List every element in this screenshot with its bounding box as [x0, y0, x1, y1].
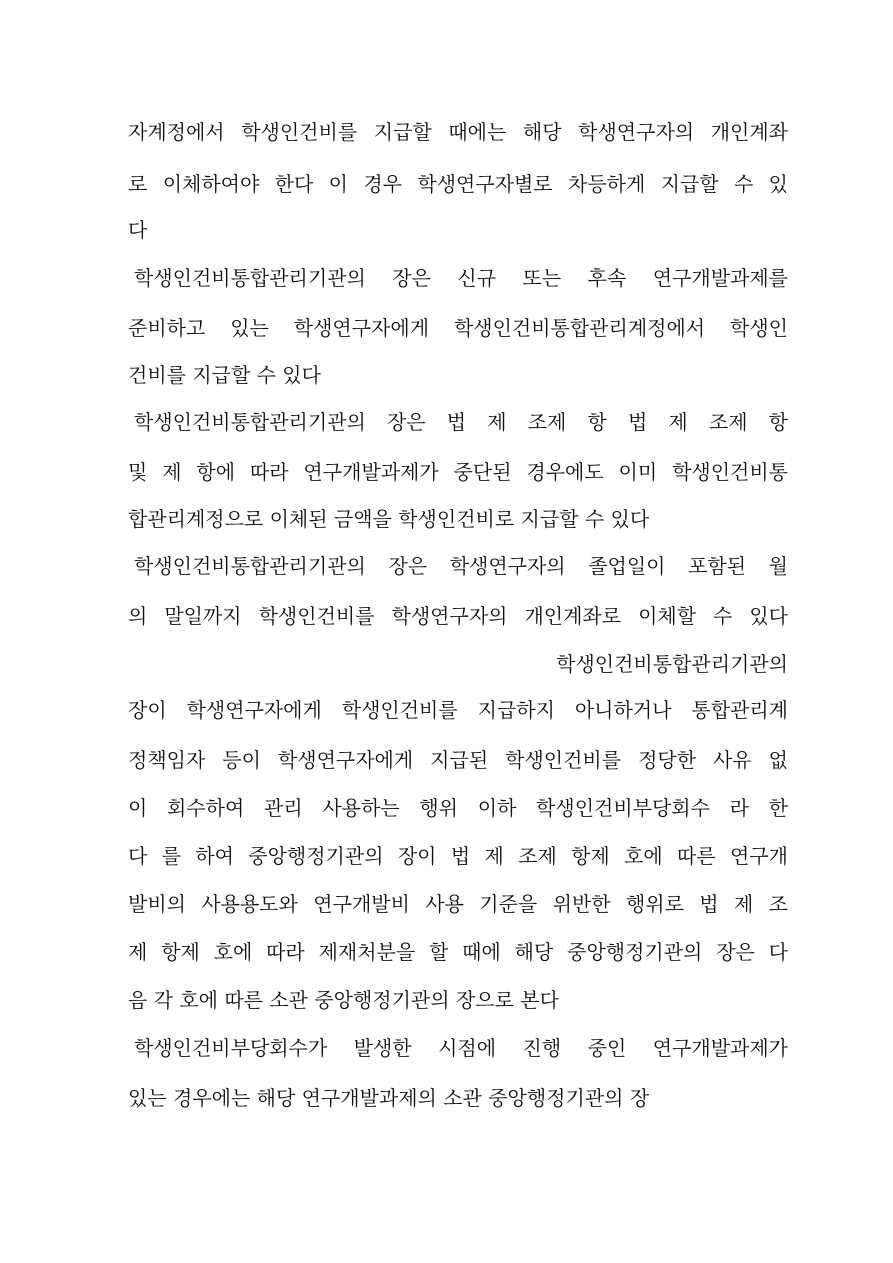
- text-line: 다 를 하여 중앙행정기관의 장이 법 제 조제 항제 호에 따른 연구개: [128, 844, 788, 868]
- text-line: 있는 경우에는 해당 연구개발과제의 소관 중앙행정기관의 장: [128, 1086, 650, 1110]
- text-line: 의 말일까지 학생인건비를 학생연구자의 개인계좌로 이체할 수 있다: [128, 604, 788, 628]
- text-line: 정책임자 등이 학생연구자에게 지급된 학생인건비를 정당한 사유 없: [128, 748, 788, 772]
- text-line: 학생인건비통합관리기관의 장은 법 제 조제 항 법 제 조제 항: [134, 410, 788, 434]
- text-line: 학생인건비통합관리기관의 장은 신규 또는 후속 연구개발과제를: [134, 266, 788, 290]
- text-line: 자계정에서 학생인건비를 지급할 때에는 해당 학생연구자의 개인계좌: [128, 120, 788, 144]
- text-line: 건비를 지급할 수 있다: [128, 363, 321, 387]
- text-line: 학생인건비부당회수가 발생한 시점에 진행 중인 연구개발과제가: [134, 1036, 788, 1060]
- text-line: 학생인건비통합관리기관의 장은 학생연구자의 졸업일이 포함된 월: [134, 554, 788, 578]
- text-line: 음 각 호에 따른 소관 중앙행정기관의 장으로 본다: [128, 988, 559, 1012]
- text-line: 이 회수하여 관리 사용하는 행위 이하 학생인건비부당회수 라 한: [128, 796, 788, 820]
- text-line: 발비의 사용용도와 연구개발비 사용 기준을 위반한 행위로 법 제 조: [128, 892, 788, 916]
- text-line: 준비하고 있는 학생연구자에게 학생인건비통합관리계정에서 학생인: [128, 316, 788, 340]
- text-line: 장이 학생연구자에게 학생인건비를 지급하지 아니하거나 통합관리계: [128, 698, 788, 722]
- text-line: 제 항제 호에 따라 제재처분을 할 때에 해당 중앙행정기관의 장은 다: [128, 940, 788, 964]
- text-line: 및 제 항에 따라 연구개발과제가 중단된 경우에도 이미 학생인건비통: [128, 460, 788, 484]
- text-line: 다: [128, 218, 148, 242]
- text-line: 로 이체하여야 한다 이 경우 학생연구자별로 차등하게 지급할 수 있: [128, 172, 788, 196]
- text-line: 학생인건비통합관리기관의: [556, 652, 788, 676]
- text-line: 합관리계정으로 이체된 금액을 학생인건비로 지급할 수 있다: [128, 507, 650, 531]
